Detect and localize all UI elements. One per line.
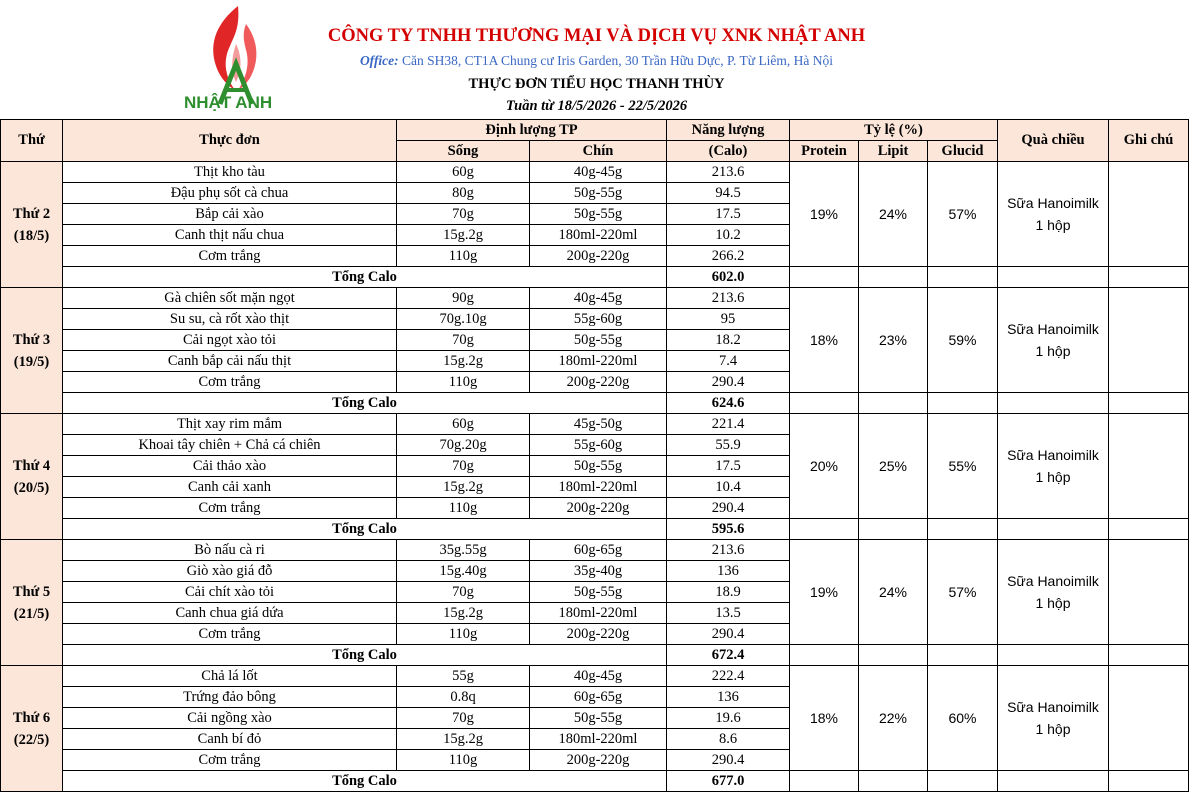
gift-name: Sữa Hanoimilk bbox=[1007, 699, 1099, 715]
dish-cooked: 200g-220g bbox=[530, 246, 667, 267]
dish-name: Cơm trắng bbox=[63, 624, 397, 645]
dish-kcal: 136 bbox=[667, 561, 790, 582]
note-cell bbox=[1109, 666, 1189, 771]
day-cell bbox=[1, 288, 63, 414]
dish-cooked: 180ml-220ml bbox=[530, 225, 667, 246]
dish-raw: 80g bbox=[397, 183, 530, 204]
header-afternoon: Quà chiều bbox=[998, 120, 1109, 162]
dish-raw: 35g.55g bbox=[397, 540, 530, 561]
day-date: (21/5) bbox=[13, 605, 50, 622]
dish-name: Su su, cà rốt xào thịt bbox=[63, 309, 397, 330]
total-glucid-empty bbox=[928, 645, 998, 666]
dish-cooked: 45g-50g bbox=[530, 414, 667, 435]
dish-name: Canh bắp cải nấu thịt bbox=[63, 351, 397, 372]
total-row bbox=[1, 267, 1189, 288]
dish-cooked: 200g-220g bbox=[530, 624, 667, 645]
dish-kcal: 136 bbox=[667, 687, 790, 708]
gift-name: Sữa Hanoimilk bbox=[1007, 447, 1099, 463]
day-date: (19/5) bbox=[13, 353, 50, 370]
total-row bbox=[1, 393, 1189, 414]
total-label: Tổng Calo bbox=[63, 771, 667, 792]
total-note-empty bbox=[1109, 267, 1189, 288]
dish-cooked: 40g-45g bbox=[530, 162, 667, 183]
dish-kcal: 8.6 bbox=[667, 729, 790, 750]
total-label: Tổng Calo bbox=[63, 519, 667, 540]
dish-kcal: 94.5 bbox=[667, 183, 790, 204]
dish-raw: 70g bbox=[397, 708, 530, 729]
dish-row bbox=[1, 540, 1189, 561]
dish-kcal: 13.5 bbox=[667, 603, 790, 624]
dish-row bbox=[1, 666, 1189, 687]
total-protein-empty bbox=[790, 519, 859, 540]
dish-name: Thịt kho tàu bbox=[63, 162, 397, 183]
header-cooked: Chín bbox=[530, 141, 667, 162]
company-name: CÔNG TY TNHH THƯƠNG MẠI VÀ DỊCH VỤ XNK NHẬT ANH bbox=[327, 26, 866, 46]
header-protein: Protein bbox=[790, 141, 859, 162]
header-row-1 bbox=[1, 120, 1189, 141]
dish-kcal: 213.6 bbox=[667, 162, 790, 183]
note-cell bbox=[1109, 288, 1189, 393]
dish-cooked: 50g-55g bbox=[530, 204, 667, 225]
dish-name: Cải chít xào tỏi bbox=[63, 582, 397, 603]
office-label: Office: bbox=[359, 53, 399, 68]
header-ratio: Tỷ lệ (%) bbox=[790, 120, 998, 141]
dish-raw: 60g bbox=[397, 162, 530, 183]
total-row bbox=[1, 519, 1189, 540]
menu-table bbox=[0, 119, 1189, 792]
day-name: Thứ 5 bbox=[12, 583, 51, 600]
office-address: Căn SH38, CT1A Chung cư Iris Garden, 30 Trần Hữu Dực, P. Từ Liêm, Hà Nội bbox=[402, 53, 834, 68]
dish-cooked: 180ml-220ml bbox=[530, 603, 667, 624]
day-name: Thứ 2 bbox=[12, 205, 51, 222]
gift-name: Sữa Hanoimilk bbox=[1007, 195, 1099, 211]
dish-name: Chả lá lốt bbox=[63, 666, 397, 687]
dish-cooked: 200g-220g bbox=[530, 498, 667, 519]
dish-cooked: 40g-45g bbox=[530, 666, 667, 687]
total-protein-empty bbox=[790, 393, 859, 414]
dish-raw: 60g bbox=[397, 414, 530, 435]
dish-kcal: 221.4 bbox=[667, 414, 790, 435]
dish-cooked: 35g-40g bbox=[530, 561, 667, 582]
dish-raw: 15g.2g bbox=[397, 477, 530, 498]
total-gift-empty bbox=[998, 519, 1109, 540]
dish-cooked: 180ml-220ml bbox=[530, 729, 667, 750]
dish-cooked: 50g-55g bbox=[530, 582, 667, 603]
glucid-pct: 55% bbox=[928, 414, 998, 519]
day-name: Thứ 4 bbox=[12, 457, 51, 474]
total-lipid-empty bbox=[859, 645, 928, 666]
lipid-pct: 22% bbox=[859, 666, 928, 771]
day-name: Thứ 6 bbox=[12, 709, 51, 726]
gift-name: Sữa Hanoimilk bbox=[1007, 573, 1099, 589]
total-gift-empty bbox=[998, 267, 1109, 288]
dish-kcal: 17.5 bbox=[667, 204, 790, 225]
afternoon-gift bbox=[998, 666, 1109, 771]
dish-kcal: 213.6 bbox=[667, 288, 790, 309]
dish-raw: 110g bbox=[397, 498, 530, 519]
total-kcal: 672.4 bbox=[667, 645, 790, 666]
dish-row bbox=[1, 288, 1189, 309]
afternoon-gift bbox=[998, 414, 1109, 519]
total-glucid-empty bbox=[928, 771, 998, 792]
lipid-pct: 24% bbox=[859, 540, 928, 645]
day-cell bbox=[1, 666, 63, 792]
header-glucid: Glucid bbox=[928, 141, 998, 162]
total-note-empty bbox=[1109, 771, 1189, 792]
dish-cooked: 40g-45g bbox=[530, 288, 667, 309]
dish-cooked: 180ml-220ml bbox=[530, 351, 667, 372]
dish-kcal: 18.9 bbox=[667, 582, 790, 603]
dish-row bbox=[1, 414, 1189, 435]
day-date: (22/5) bbox=[13, 731, 50, 748]
dish-cooked: 50g-55g bbox=[530, 330, 667, 351]
total-kcal: 624.6 bbox=[667, 393, 790, 414]
afternoon-gift bbox=[998, 288, 1109, 393]
dish-name: Gà chiên sốt mặn ngọt bbox=[63, 288, 397, 309]
dish-cooked: 50g-55g bbox=[530, 708, 667, 729]
dish-raw: 70g bbox=[397, 456, 530, 477]
protein-pct: 19% bbox=[790, 540, 859, 645]
afternoon-gift bbox=[998, 540, 1109, 645]
dish-raw: 70g bbox=[397, 582, 530, 603]
dish-kcal: 10.2 bbox=[667, 225, 790, 246]
gift-qty: 1 hộp bbox=[1035, 721, 1071, 737]
total-glucid-empty bbox=[928, 393, 998, 414]
dish-name: Cải ngồng xào bbox=[63, 708, 397, 729]
protein-pct: 18% bbox=[790, 288, 859, 393]
total-lipid-empty bbox=[859, 771, 928, 792]
dish-cooked: 200g-220g bbox=[530, 372, 667, 393]
dish-name: Bò nấu cà ri bbox=[63, 540, 397, 561]
total-note-empty bbox=[1109, 519, 1189, 540]
dish-kcal: 7.4 bbox=[667, 351, 790, 372]
dish-kcal: 290.4 bbox=[667, 624, 790, 645]
total-label: Tổng Calo bbox=[63, 645, 667, 666]
dish-raw: 110g bbox=[397, 750, 530, 771]
day-name: Thứ 3 bbox=[12, 331, 51, 348]
total-lipid-empty bbox=[859, 393, 928, 414]
header-quantity: Định lượng TP bbox=[397, 120, 667, 141]
dish-name: Cải thảo xào bbox=[63, 456, 397, 477]
dish-name: Bắp cải xào bbox=[63, 204, 397, 225]
gift-qty: 1 hộp bbox=[1035, 343, 1071, 359]
note-cell bbox=[1109, 162, 1189, 267]
office-line bbox=[0, 53, 1193, 69]
dish-cooked: 55g-60g bbox=[530, 435, 667, 456]
dish-name: Thịt xay rim mắm bbox=[63, 414, 397, 435]
dish-kcal: 10.4 bbox=[667, 477, 790, 498]
dish-name: Canh bí đỏ bbox=[63, 729, 397, 750]
lipid-pct: 25% bbox=[859, 414, 928, 519]
dish-raw: 110g bbox=[397, 246, 530, 267]
total-kcal: 602.0 bbox=[667, 267, 790, 288]
note-cell bbox=[1109, 540, 1189, 645]
dish-kcal: 290.4 bbox=[667, 750, 790, 771]
dish-cooked: 50g-55g bbox=[530, 456, 667, 477]
header-energy: Năng lượng bbox=[667, 120, 790, 141]
total-note-empty bbox=[1109, 645, 1189, 666]
dish-kcal: 213.6 bbox=[667, 540, 790, 561]
header-day: Thứ bbox=[1, 120, 63, 162]
total-row bbox=[1, 645, 1189, 666]
dish-cooked: 55g-60g bbox=[530, 309, 667, 330]
document-header bbox=[0, 0, 1193, 119]
gift-qty: 1 hộp bbox=[1035, 469, 1071, 485]
gift-name: Sữa Hanoimilk bbox=[1007, 321, 1099, 337]
glucid-pct: 59% bbox=[928, 288, 998, 393]
dish-kcal: 290.4 bbox=[667, 498, 790, 519]
total-label: Tổng Calo bbox=[63, 267, 667, 288]
gift-qty: 1 hộp bbox=[1035, 217, 1071, 233]
dish-cooked: 200g-220g bbox=[530, 750, 667, 771]
dish-name: Cơm trắng bbox=[63, 372, 397, 393]
logo-text: NHẬT ANH bbox=[184, 93, 273, 112]
dish-raw: 15g.2g bbox=[397, 351, 530, 372]
dish-raw: 15g.40g bbox=[397, 561, 530, 582]
total-lipid-empty bbox=[859, 267, 928, 288]
day-date: (20/5) bbox=[13, 479, 50, 496]
lipid-pct: 24% bbox=[859, 162, 928, 267]
dish-name: Đậu phụ sốt cà chua bbox=[63, 183, 397, 204]
glucid-pct: 60% bbox=[928, 666, 998, 771]
total-gift-empty bbox=[998, 771, 1109, 792]
dish-cooked: 60g-65g bbox=[530, 687, 667, 708]
day-date: (18/5) bbox=[13, 227, 50, 244]
dish-kcal: 19.6 bbox=[667, 708, 790, 729]
dish-cooked: 50g-55g bbox=[530, 183, 667, 204]
dish-name: Canh cải xanh bbox=[63, 477, 397, 498]
total-note-empty bbox=[1109, 393, 1189, 414]
total-protein-empty bbox=[790, 645, 859, 666]
glucid-pct: 57% bbox=[928, 540, 998, 645]
total-kcal: 677.0 bbox=[667, 771, 790, 792]
note-cell bbox=[1109, 414, 1189, 519]
day-cell bbox=[1, 414, 63, 540]
day-cell bbox=[1, 162, 63, 288]
dish-raw: 15g.2g bbox=[397, 603, 530, 624]
total-glucid-empty bbox=[928, 519, 998, 540]
dish-raw: 55g bbox=[397, 666, 530, 687]
menu-title: THỰC ĐƠN TIỂU HỌC THANH THÙY bbox=[468, 76, 725, 92]
dish-cooked: 180ml-220ml bbox=[530, 477, 667, 498]
total-gift-empty bbox=[998, 393, 1109, 414]
dish-raw: 15g.2g bbox=[397, 225, 530, 246]
total-label: Tổng Calo bbox=[63, 393, 667, 414]
total-protein-empty bbox=[790, 771, 859, 792]
menu-table-body bbox=[1, 120, 1189, 792]
dish-raw: 70g.20g bbox=[397, 435, 530, 456]
total-protein-empty bbox=[790, 267, 859, 288]
header-lipid: Lipit bbox=[859, 141, 928, 162]
protein-pct: 20% bbox=[790, 414, 859, 519]
dish-raw: 70g bbox=[397, 330, 530, 351]
lipid-pct: 23% bbox=[859, 288, 928, 393]
dish-row bbox=[1, 162, 1189, 183]
header-menu: Thực đơn bbox=[63, 120, 397, 162]
dish-raw: 70g bbox=[397, 204, 530, 225]
dish-kcal: 290.4 bbox=[667, 372, 790, 393]
dish-name: Cơm trắng bbox=[63, 498, 397, 519]
dish-kcal: 266.2 bbox=[667, 246, 790, 267]
protein-pct: 19% bbox=[790, 162, 859, 267]
dish-name: Giò xào giá đỗ bbox=[63, 561, 397, 582]
header-note: Ghi chú bbox=[1109, 120, 1189, 162]
afternoon-gift bbox=[998, 162, 1109, 267]
dish-raw: 110g bbox=[397, 624, 530, 645]
gift-qty: 1 hộp bbox=[1035, 595, 1071, 611]
dish-kcal: 18.2 bbox=[667, 330, 790, 351]
dish-kcal: 55.9 bbox=[667, 435, 790, 456]
dish-raw: 70g.10g bbox=[397, 309, 530, 330]
dish-kcal: 17.5 bbox=[667, 456, 790, 477]
total-row bbox=[1, 771, 1189, 792]
dish-name: Trứng đảo bông bbox=[63, 687, 397, 708]
dish-raw: 90g bbox=[397, 288, 530, 309]
day-cell bbox=[1, 540, 63, 666]
header-raw: Sống bbox=[397, 141, 530, 162]
dish-cooked: 60g-65g bbox=[530, 540, 667, 561]
total-glucid-empty bbox=[928, 267, 998, 288]
dish-name: Canh chua giá dứa bbox=[63, 603, 397, 624]
dish-raw: 0.8q bbox=[397, 687, 530, 708]
total-lipid-empty bbox=[859, 519, 928, 540]
dish-name: Cơm trắng bbox=[63, 750, 397, 771]
dish-name: Khoai tây chiên + Chả cá chiên bbox=[63, 435, 397, 456]
total-kcal: 595.6 bbox=[667, 519, 790, 540]
dish-raw: 15g.2g bbox=[397, 729, 530, 750]
dish-kcal: 222.4 bbox=[667, 666, 790, 687]
dish-name: Cơm trắng bbox=[63, 246, 397, 267]
dish-kcal: 95 bbox=[667, 309, 790, 330]
week-range: Tuần từ 18/5/2026 - 22/5/2026 bbox=[505, 98, 688, 114]
dish-name: Cải ngọt xào tỏi bbox=[63, 330, 397, 351]
dish-name: Canh thịt nấu chua bbox=[63, 225, 397, 246]
header-energy-unit: (Calo) bbox=[667, 141, 790, 162]
protein-pct: 18% bbox=[790, 666, 859, 771]
dish-raw: 110g bbox=[397, 372, 530, 393]
total-gift-empty bbox=[998, 645, 1109, 666]
glucid-pct: 57% bbox=[928, 162, 998, 267]
